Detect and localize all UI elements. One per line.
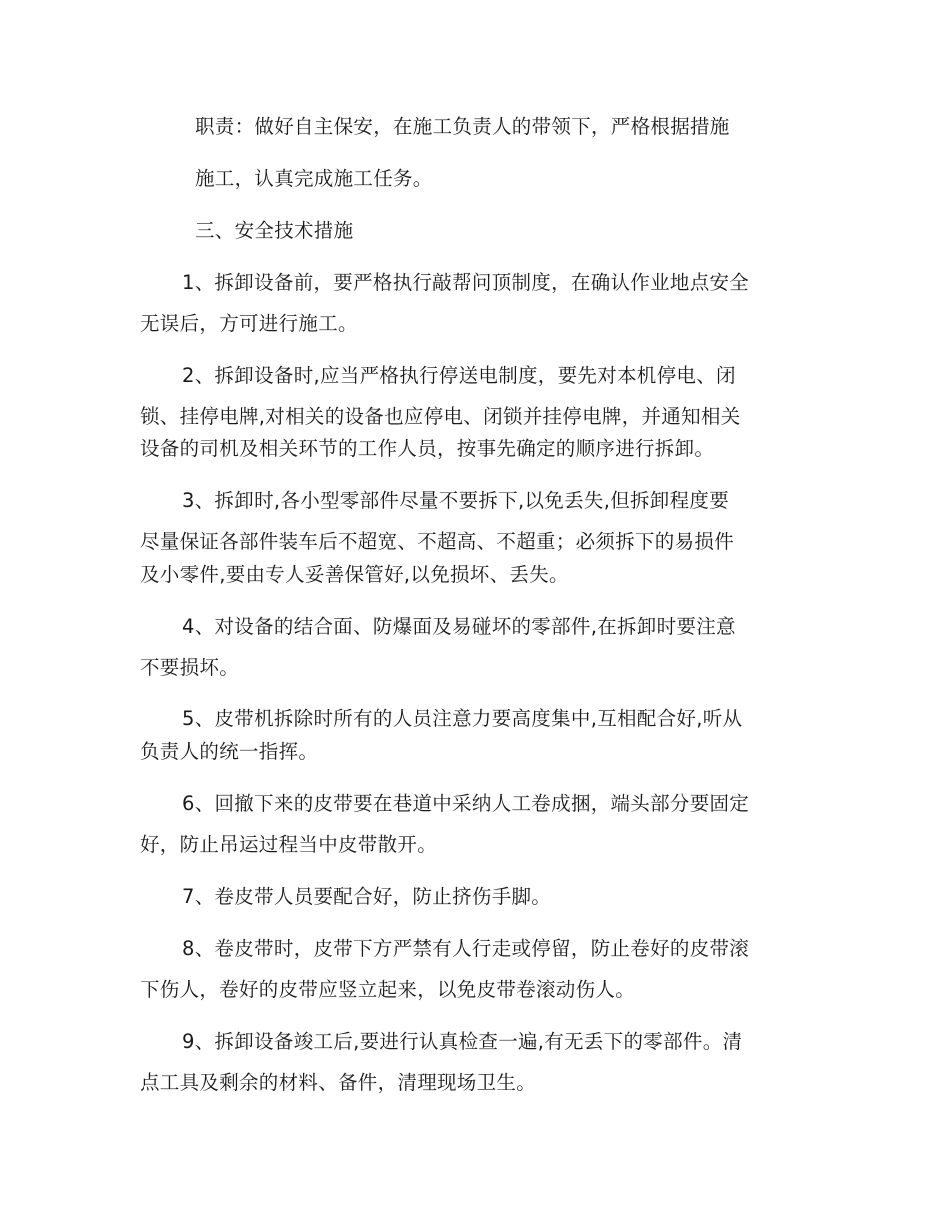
paragraph-2-line-1: 2、拆卸设备时,应当严格执行停送电制度，要先对本机停电、闭 <box>182 364 736 387</box>
paragraph-5-line-2: 负责人的统一指挥。 <box>140 740 319 763</box>
paragraph-6-line-1: 6、回撤下来的皮带要在巷道中采纳人工卷成捆，端头部分要固定 <box>182 792 750 815</box>
paragraph-6-line-2: 好，防止吊运过程当中皮带散开。 <box>140 833 438 856</box>
paragraph-9-line-2: 点工具及剩余的材料、备件，清理现场卫生。 <box>140 1071 537 1094</box>
paragraph-3-line-1: 3、拆卸时,各小型零部件尽量不要拆下,以免丢失,但拆卸程度要 <box>182 489 730 512</box>
section-heading: 三、安全技术措施 <box>195 219 354 242</box>
paragraph-5-line-1: 5、皮带机拆除时所有的人员注意力要高度集中,互相配合好,听从 <box>182 707 743 730</box>
duty-text-line-2: 施工，认真完成施工任务。 <box>195 167 433 190</box>
paragraph-8-line-1: 8、卷皮带时，皮带下方严禁有人行走或停留，防止卷好的皮带滚 <box>182 937 750 960</box>
paragraph-4-line-2: 不要损坏。 <box>140 656 240 679</box>
paragraph-4-line-1: 4、对设备的结合面、防爆面及易碰坏的零部件,在拆卸时要注意 <box>182 615 736 638</box>
paragraph-8-line-2: 下伤人，卷好的皮带应竖立起来，以免皮带卷滚动伤人。 <box>140 978 636 1001</box>
paragraph-2-line-3: 设备的司机及相关环节的工作人员，按事先确定的顺序进行拆卸。 <box>140 437 715 460</box>
paragraph-1-line-1: 1、拆卸设备前，要严格执行敲帮问顶制度，在确认作业地点安全 <box>182 271 750 294</box>
paragraph-3-line-2: 尽量保证各部件装车后不超宽、不超高、不超重；必须拆下的易损件 <box>140 530 735 553</box>
paragraph-9-line-1: 9、拆卸设备竣工后,要进行认真检查一遍,有无丢下的零部件。清 <box>182 1030 743 1053</box>
paragraph-1-line-2: 无误后，方可进行施工。 <box>140 312 358 335</box>
paragraph-7-line-1: 7、卷皮带人员要配合好，防止挤伤手脚。 <box>182 885 552 908</box>
duty-text-line-1: 职责：做好自主保安，在施工负责人的带领下，严格根据措施 <box>195 115 730 138</box>
paragraph-2-line-2: 锁、挂停电牌,对相关的设备也应停电、闭锁并挂停电牌，并通知相关 <box>140 405 741 428</box>
paragraph-3-line-3: 及小零件,要由专人妥善保管好,以免损坏、丢失。 <box>140 563 569 586</box>
